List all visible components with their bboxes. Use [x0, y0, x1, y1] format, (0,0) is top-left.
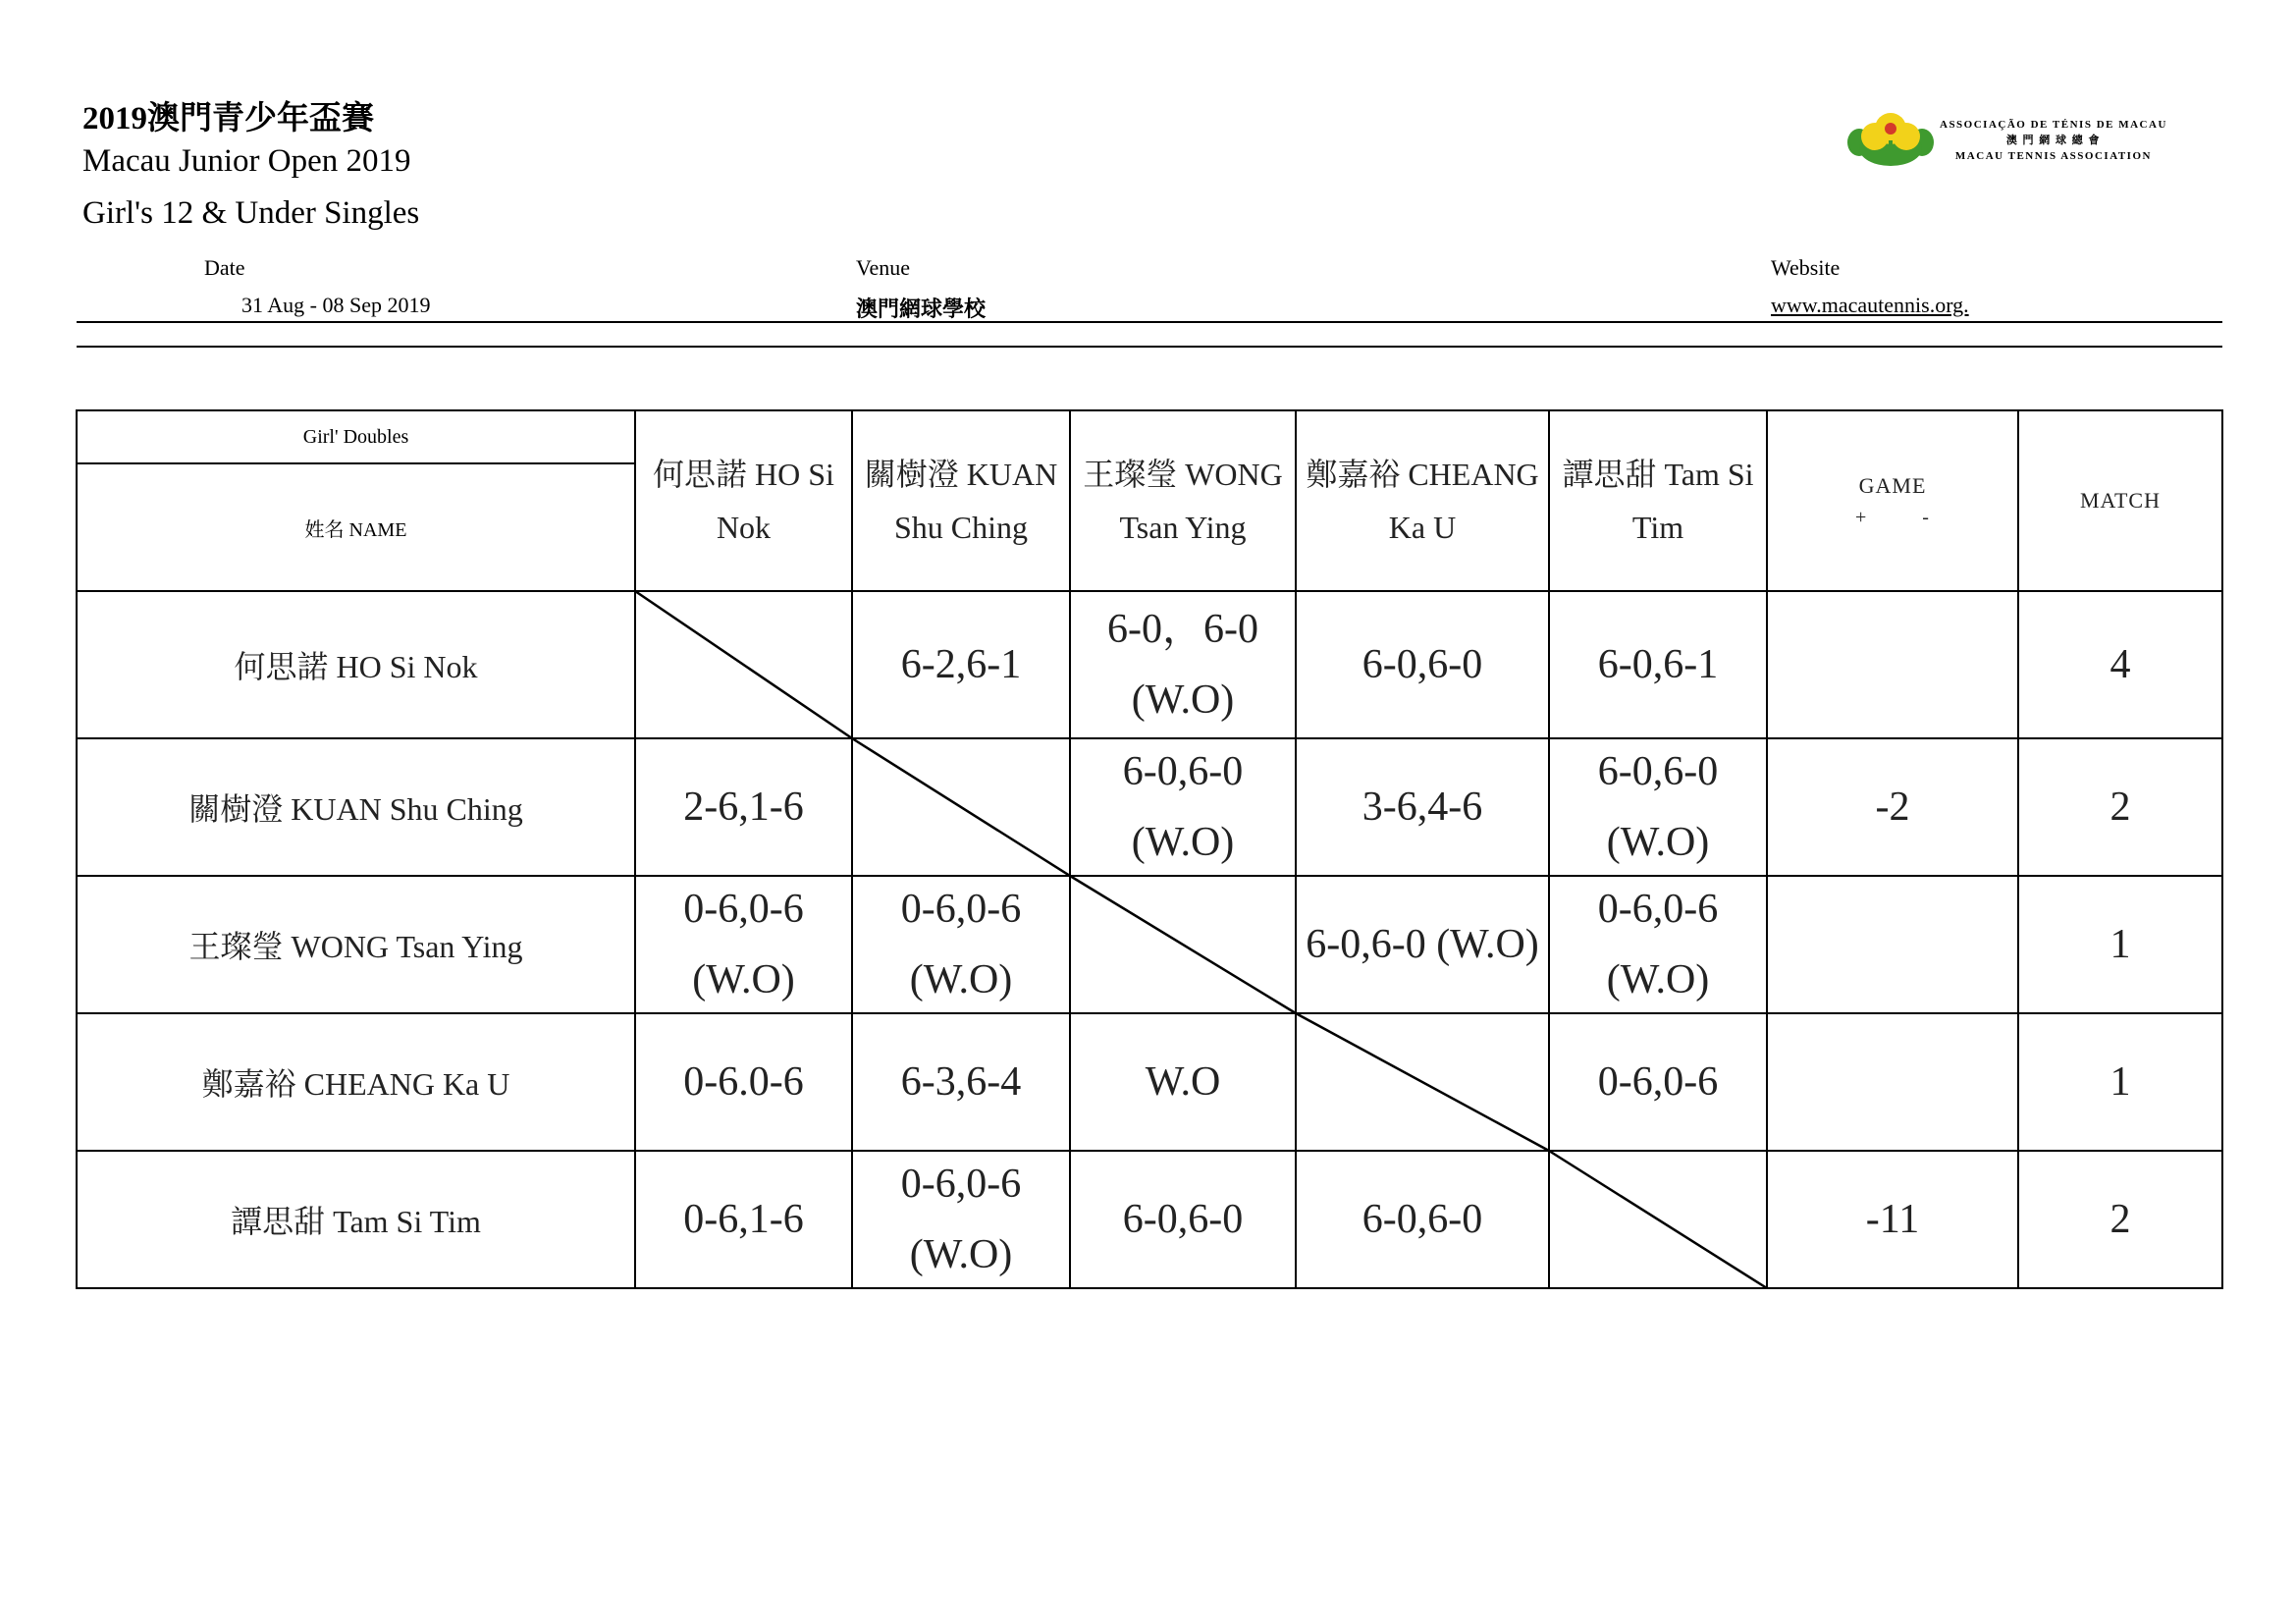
venue-label: Venue: [856, 255, 910, 280]
venue-value: 澳門網球學校: [856, 297, 987, 321]
divider: [77, 321, 2222, 323]
website-label: Website: [1771, 255, 1841, 280]
score-cell: [635, 591, 852, 738]
match-wins-cell: 1: [2109, 1059, 2131, 1105]
divider: [77, 346, 2222, 348]
game-plus-label: +: [1855, 506, 1868, 528]
title-english: Macau Junior Open 2019: [82, 143, 411, 179]
score-cell: 0-6,0-6: [1597, 1059, 1719, 1105]
score-cell: 2-6,1-6: [683, 785, 804, 830]
score-cell: 6-0，6-0 (W.O): [1107, 607, 1258, 723]
score-cell: 6-0,6-0 (W.O): [1306, 922, 1539, 967]
row-player-name: 鄭嘉裕 CHEANG Ka U: [201, 1066, 510, 1102]
match-column-header: MATCH: [2079, 488, 2161, 513]
score-cell: 0-6,1-6: [683, 1197, 804, 1242]
game-diff-cell: [1767, 591, 2018, 738]
game-minus-label: -: [1922, 506, 1930, 528]
table-corner-title: Girl' Doubles: [302, 425, 409, 448]
score-cell: [852, 738, 1070, 876]
row-player-name: 譚思甜 Tam Si Tim: [231, 1204, 481, 1239]
game-diff-cell: [1767, 1013, 2018, 1151]
association-name: ASSOCIAÇÃO DE TÉNIS DE MACAU 澳 門 網 球 總 會 MACAU TENNIS ASSOCIATION: [1940, 119, 2167, 162]
score-cell: 3-6,4-6: [1362, 785, 1483, 830]
score-cell: 0-6,0-6 (W.O): [900, 1162, 1022, 1277]
score-cell: 0-6,0-6 (W.O): [900, 887, 1022, 1002]
date-label: Date: [204, 255, 245, 280]
score-cell: 6-2,6-1: [900, 642, 1022, 687]
row-player-name: 王璨瑩 WONG Tsan Ying: [188, 929, 523, 964]
score-cell: 6-0,6-0: [1362, 642, 1483, 687]
score-cell: [1549, 1151, 1767, 1288]
row-player-name: 關樹澄 KUAN Shu Ching: [188, 791, 523, 827]
column-header-player: 譚思甜 Tam Si Tim: [1562, 457, 1754, 545]
score-cell: 0-6,0-6 (W.O): [1597, 887, 1719, 1002]
score-cell: 6-0,6-0: [1122, 1197, 1244, 1242]
game-diff-cell: -2: [1875, 785, 1910, 830]
score-cell: 6-0,6-0: [1362, 1197, 1483, 1242]
column-header-player: 王璨瑩 WONG Tsan Ying: [1083, 457, 1283, 545]
date-value: 31 Aug - 08 Sep 2019: [241, 293, 431, 317]
title-chinese: 2019澳門青少年盃賽: [82, 101, 374, 136]
match-wins-cell: 1: [2109, 922, 2131, 967]
association-logo: [1845, 111, 2199, 170]
score-cell: W.O: [1145, 1059, 1221, 1105]
game-diff-cell: [1767, 876, 2018, 1013]
score-cell: [1070, 876, 1296, 1013]
score-cell: [1296, 1013, 1549, 1151]
website-link[interactable]: www.macautennis.org.: [1771, 293, 1969, 317]
column-header-player: 鄭嘉裕 CHEANG Ka U: [1306, 457, 1539, 545]
event-name: Girl's 12 & Under Singles: [82, 195, 420, 231]
score-cell: 0-6,0-6 (W.O): [683, 887, 804, 1002]
match-wins-cell: 2: [2109, 785, 2131, 830]
match-wins-cell: 4: [2109, 642, 2131, 687]
score-cell: 6-0,6-0 (W.O): [1597, 749, 1719, 865]
column-header-player: 何思諾 HO Si Nok: [653, 457, 834, 545]
score-cell: 6-0,6-1: [1597, 642, 1719, 687]
score-cell: 6-0,6-0 (W.O): [1122, 749, 1244, 865]
game-column-header: GAME + -: [1855, 472, 1930, 528]
row-player-name: 何思諾 HO Si Nok: [234, 649, 478, 684]
game-diff-cell: -11: [1865, 1197, 1920, 1242]
match-wins-cell: 2: [2109, 1197, 2131, 1242]
score-cell: 6-3,6-4: [900, 1059, 1022, 1105]
score-cell: 0-6.0-6: [683, 1059, 804, 1105]
tennis-ball-logo-icon: [1845, 111, 1936, 170]
column-header-player: 關樹澄 KUAN Shu Ching: [864, 457, 1058, 545]
name-column-header: 姓名 NAME: [304, 518, 407, 541]
